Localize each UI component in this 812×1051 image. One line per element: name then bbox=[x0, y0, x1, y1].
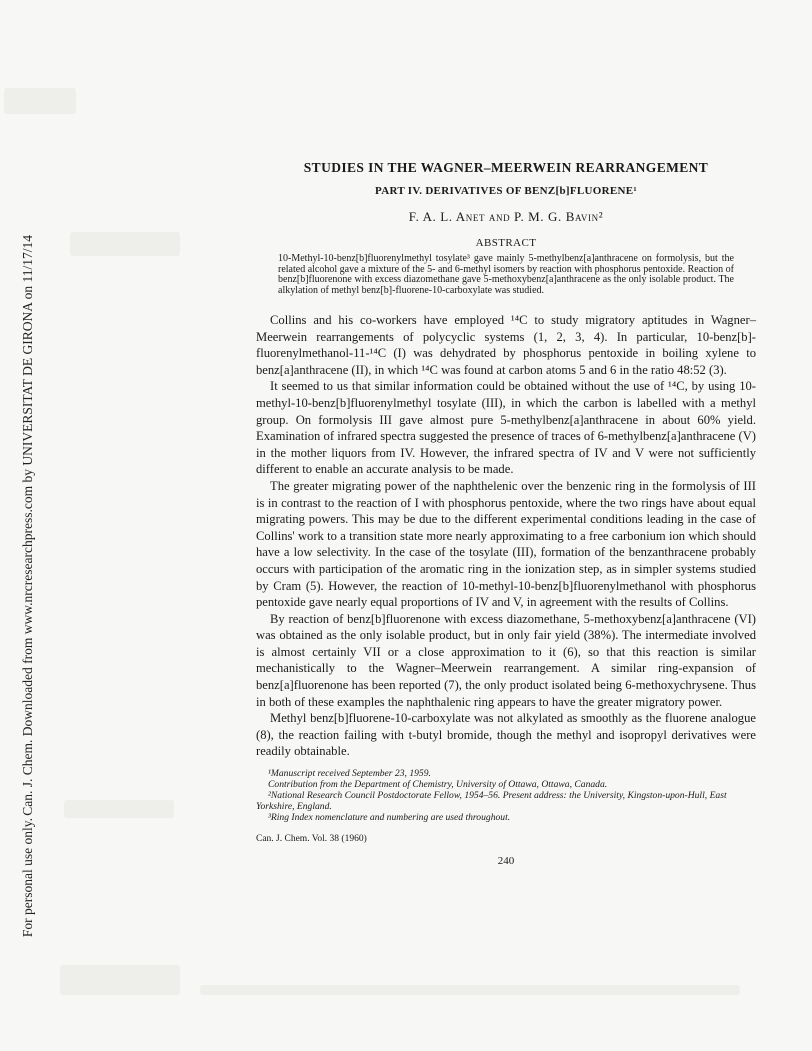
download-notice: Can. J. Chem. Downloaded from www.nrcresearchpress.com by UNIVERSITAT DE GIRONA on 11/17/14 bbox=[20, 235, 35, 816]
footnote: ²National Research Council Postdoctorate Fellow, 1954–56. Present address: the University, Kingston-upon-Hull, East Yorkshire, England. bbox=[256, 790, 727, 813]
footnotes bbox=[256, 768, 756, 823]
article-body bbox=[256, 312, 756, 760]
body-paragraph: The greater migrating power of the naphthelenic over the benzenic ring in the formolysis of III is in contrast to the reaction of I with phosphorus pentoxide, where the two rings have about equal migrating powers. This may be due to the different experimental conditions leading in the case of Collins' work to a transition state more nearly approximating to a free carbonium ion which should have a low selectivity. In the case of the tosylate (III), formation of the benzanthracene probably occurs with participation of the aromatic ring in the ionization step, as in simpler systems studied by Cram (5). However, the reaction of 10-methyl-10-benz[b]fluorenylmethanol with phosphorus pentoxide gave nearly equal proportions of IV and V, in agreement with the results of Collins. bbox=[256, 478, 756, 610]
footnote: ³Ring Index nomenclature and numbering are used throughout. bbox=[268, 812, 511, 824]
article-page bbox=[256, 160, 756, 867]
article-title: STUDIES IN THE WAGNER–MEERWEIN REARRANGEMENT bbox=[303, 160, 709, 175]
article-subtitle: PART IV. DERIVATIVES OF BENZ[b]FLUORENE¹ bbox=[375, 185, 637, 197]
download-watermark bbox=[6, 235, 50, 937]
journal-citation: Can. J. Chem. Vol. 38 (1960) bbox=[256, 834, 367, 845]
scan-smudge bbox=[60, 965, 180, 995]
footnote: ¹Manuscript received September 23, 1959. bbox=[268, 768, 431, 780]
scan-smudge bbox=[4, 88, 76, 114]
abstract-heading: ABSTRACT bbox=[475, 237, 537, 249]
body-paragraph: By reaction of benz[b]fluorenone with excess diazomethane, 5-methoxybenz[a]anthracene (VI) was obtained as the only isolable product, but in only fair yield (38%). The intermediate involved is almost certainly VII or a close approximation to it (6), so that this reaction is similar mechanistically to the Wagner–Meerwein rearrangement. A similar ring-expansion of benz[a]fluorenone has been reported (7), the only product isolated being 6-methoxychrysene. Thus in both of these examples the naphthalenic ring appears to have the greater migratory power. bbox=[256, 611, 756, 709]
body-paragraph: Methyl benz[b]fluorene-10-carboxylate was not alkylated as smoothly as the fluorene analogue (8), the reaction failing with t-butyl bromide, though the methyl and isopropyl derivatives were readily obtainable. bbox=[256, 711, 756, 759]
footnote: Contribution from the Department of Chemistry, University of Ottawa, Ottawa, Canada. bbox=[268, 779, 608, 791]
article-authors: F. A. L. Anet and P. M. G. Bavin² bbox=[408, 209, 604, 224]
abstract-text: 10-Methyl-10-benz[b]fluorenylmethyl tosylate³ gave mainly 5-methylbenz[a]anthracene on formolysis, but the related alcohol gave a mixture of the 5- and 6-methyl isomers by reaction with phosphorus pentoxide. Reaction of benz[b]fluorenone with excess diazomethane gave 5-methoxybenz[a]anthracene as the only isolable product. The alkylation of methyl benz[b]-fluorene-10-carboxylate was studied. bbox=[278, 253, 734, 296]
body-paragraph: Collins and his co-workers have employed ¹⁴C to study migratory aptitudes in Wagner–Meerwein rearrangements of polycyclic systems (1, 2, 3, 4). In particular, 10-benz[b]-fluorenylmethanol-11-¹⁴C (I) was dehydrated by phosphorus pentoxide in boiling xylene to benz[a]anthracene (II), in which ¹⁴C was found at carbon atoms 5 and 6 in the ratio 48:52 (3). bbox=[256, 313, 756, 377]
scan-smudge bbox=[64, 800, 174, 818]
scan-smudge bbox=[200, 985, 740, 995]
scan-smudge bbox=[70, 232, 180, 256]
page-number: 240 bbox=[497, 855, 515, 868]
personal-use-notice: For personal use only. bbox=[20, 817, 35, 937]
body-paragraph: It seemed to us that similar information could be obtained without the use of ¹⁴C, by using 10-methyl-10-benz[b]fluorenylmethyl tosylate (III), in which the carbon is labelled with a methyl group. On formolysis III gave almost pure 5-methylbenz[a]anthracene in about 60% yield. Examination of infrared spectra suggested the presence of traces of 6-methylbenz[a]anthracene (V) in the mother liquors from IV. However, the infrared spectra of IV and V were not sufficiently different to enable an accurate analysis to be made. bbox=[256, 379, 756, 477]
